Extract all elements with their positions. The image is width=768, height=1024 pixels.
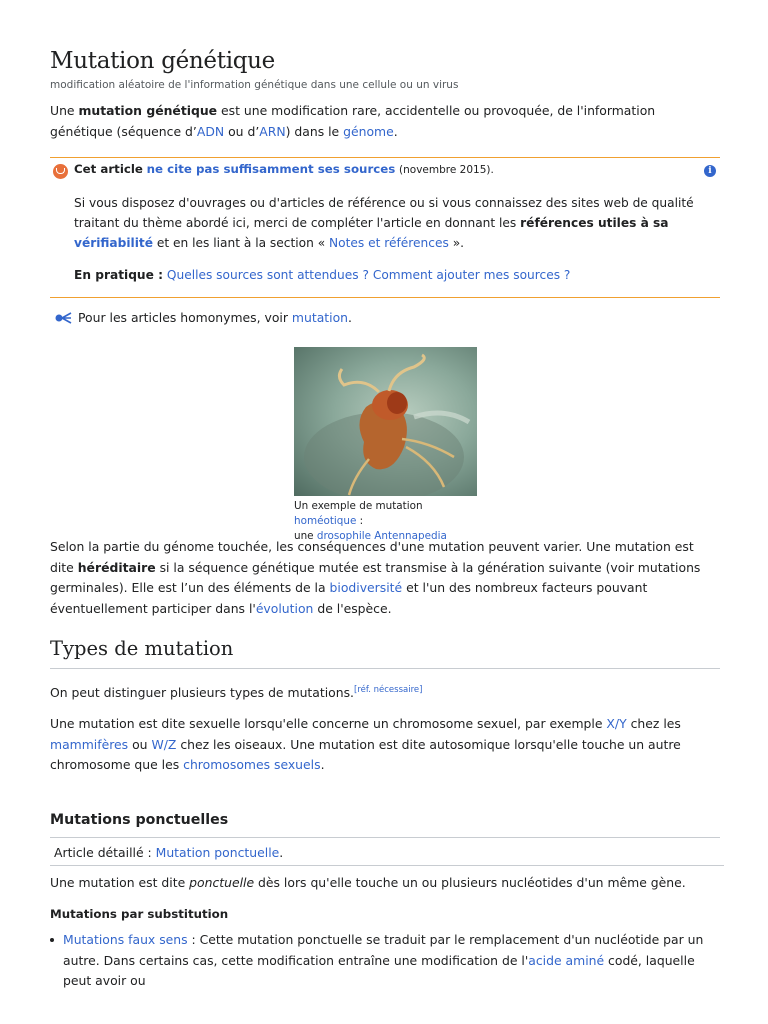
link-mammiferes[interactable]: mammifères <box>50 736 129 752</box>
link-biodiversite[interactable]: biodiversité <box>329 580 403 595</box>
link-notes-references[interactable]: Notes et références <box>329 236 449 250</box>
subheading-substitution: Mutations par substitution <box>50 907 229 921</box>
sexual-mutation-paragraph <box>50 714 720 776</box>
paragraph-text: et l'un des nombreux facteurs pouvant éventuellement participer dans l' <box>50 580 648 616</box>
intro-text: ou d’ <box>224 123 260 139</box>
warning-icon <box>53 164 68 179</box>
paragraph-text: de l'espèce. <box>313 600 392 616</box>
caption-text: Un exemple de mutation <box>294 500 423 512</box>
italic-ponctuelle: ponctuelle <box>189 875 255 890</box>
sources-warning-banner <box>50 157 720 298</box>
link-drosophile-antennapedia[interactable]: drosophile Antennapedia <box>316 530 447 542</box>
info-icon[interactable]: i <box>704 165 716 177</box>
paragraph-text: : Cette mutation ponctuelle se traduit par le remplacement d'un nucléotide par un autre. Dans certains cas, cette modification entraîne une modification de l' <box>63 932 704 968</box>
disambiguation-icon <box>55 312 73 324</box>
link-mutations-faux-sens[interactable]: Mutations faux sens <box>63 932 188 947</box>
banner-title <box>74 162 494 176</box>
link-genome[interactable]: génome <box>343 123 394 139</box>
homonym-text: . <box>348 310 352 325</box>
page-title: Mutation génétique <box>50 48 275 74</box>
paragraph-text: ou <box>128 736 152 752</box>
hatnote-text: Article détaillé : <box>54 845 156 860</box>
intro-text: . <box>393 123 398 139</box>
bold-hereditaire: héréditaire <box>77 559 156 575</box>
link-evolution[interactable]: évolution <box>255 600 314 616</box>
hatnote-main-article <box>50 845 724 866</box>
homonym-text: Pour les articles homonymes, voir <box>78 310 292 325</box>
link-add-sources[interactable]: Comment ajouter mes sources ? <box>372 268 571 282</box>
paragraph-text: Une mutation est dite <box>50 875 190 890</box>
page-subtitle: modification aléatoire de l'information génétique dans une cellule ou un virus <box>50 79 459 91</box>
paragraph-text: Une mutation est dite sexuelle lorsqu'elle concerne un chromosome sexuel, par exemple <box>50 716 607 731</box>
intro-paragraph <box>50 101 720 142</box>
link-xy[interactable]: X/Y <box>606 716 627 731</box>
hatnote-text: . <box>279 845 284 860</box>
bullet-dot <box>50 938 54 942</box>
caption-text: une <box>294 530 317 542</box>
link-wz[interactable]: W/Z <box>151 736 177 752</box>
link-verifiabilite[interactable]: vérifiabilité <box>74 236 154 250</box>
homonym-notice <box>50 310 352 325</box>
consequences-paragraph <box>50 537 720 619</box>
banner-practice-line <box>74 268 570 282</box>
paragraph-text: si la séquence génétique mutée est transmise à la génération suivante (voir mutations germinales). Elle est l’un des éléments de la <box>50 559 701 595</box>
link-arn[interactable]: ARN <box>259 123 286 139</box>
link-insufficient-sources[interactable]: ne cite pas suffisamment ses sources <box>146 162 396 176</box>
figure-drosophila <box>294 347 477 544</box>
paragraph-text: . <box>320 757 325 772</box>
link-chromosomes-sexuels[interactable]: chromosomes sexuels <box>183 757 321 772</box>
banner-text: et en les liant à la section « <box>153 236 330 250</box>
list-item-text <box>63 930 720 992</box>
types-intro-paragraph <box>50 680 720 704</box>
link-adn[interactable]: ADN <box>196 123 225 139</box>
intro-text: est une modification rare, accidentelle ou provoquée, de l'information génétique (séquence d’ <box>50 103 656 139</box>
banner-bold-label: Cet article <box>74 162 143 176</box>
paragraph-text: codé, laquelle peut avoir ou <box>63 952 695 988</box>
drosophila-photo[interactable] <box>294 347 477 496</box>
paragraph-text: chez les oiseaux. Une mutation est dite autosomique lorsqu'elle touche un autre chromosome que les <box>50 736 681 772</box>
link-acide-amine[interactable]: acide aminé <box>528 952 605 968</box>
paragraph-text: chez les <box>626 716 681 731</box>
intro-text: Une <box>50 103 79 118</box>
intro-bold-term: mutation génétique <box>78 103 218 118</box>
link-mutation[interactable]: mutation <box>291 310 349 325</box>
banner-text: Si vous disposez d'ouvrages ou d'articles de référence ou si vous connaissez des sites web de qualité traitant du thème abordé ici, merci de compléter l'article en donnant les <box>74 196 694 230</box>
section-heading-ponctuelles: Mutations ponctuelles <box>50 812 720 838</box>
banner-bold-text: références utiles à sa <box>520 216 669 230</box>
caption-text: : <box>356 515 364 527</box>
paragraph-text: On peut distinguer plusieurs types de mutations. <box>50 685 355 701</box>
intro-text: ) dans le <box>285 123 344 139</box>
paragraph-text: Selon la partie du génome touchée, les conséquences d'une mutation peuvent varier. Une mutation est dite <box>50 539 694 575</box>
link-homeotique[interactable]: homéotique <box>294 515 357 527</box>
banner-paragraph <box>74 193 694 253</box>
banner-practice-label: En pratique : <box>74 268 163 282</box>
citation-needed-link[interactable]: [réf. nécessaire] <box>354 685 423 695</box>
banner-date: (novembre 2015). <box>399 164 494 176</box>
link-expected-sources[interactable]: Quelles sources sont attendues ? <box>166 268 369 282</box>
link-mutation-ponctuelle[interactable]: Mutation ponctuelle <box>155 845 280 860</box>
banner-text: ». <box>448 236 465 250</box>
paragraph-text: dès lors qu'elle touche un ou plusieurs nucléotides d'un même gène. <box>254 875 686 890</box>
section-heading-types: Types de mutation <box>50 637 720 669</box>
ponctuelle-paragraph <box>50 873 720 894</box>
